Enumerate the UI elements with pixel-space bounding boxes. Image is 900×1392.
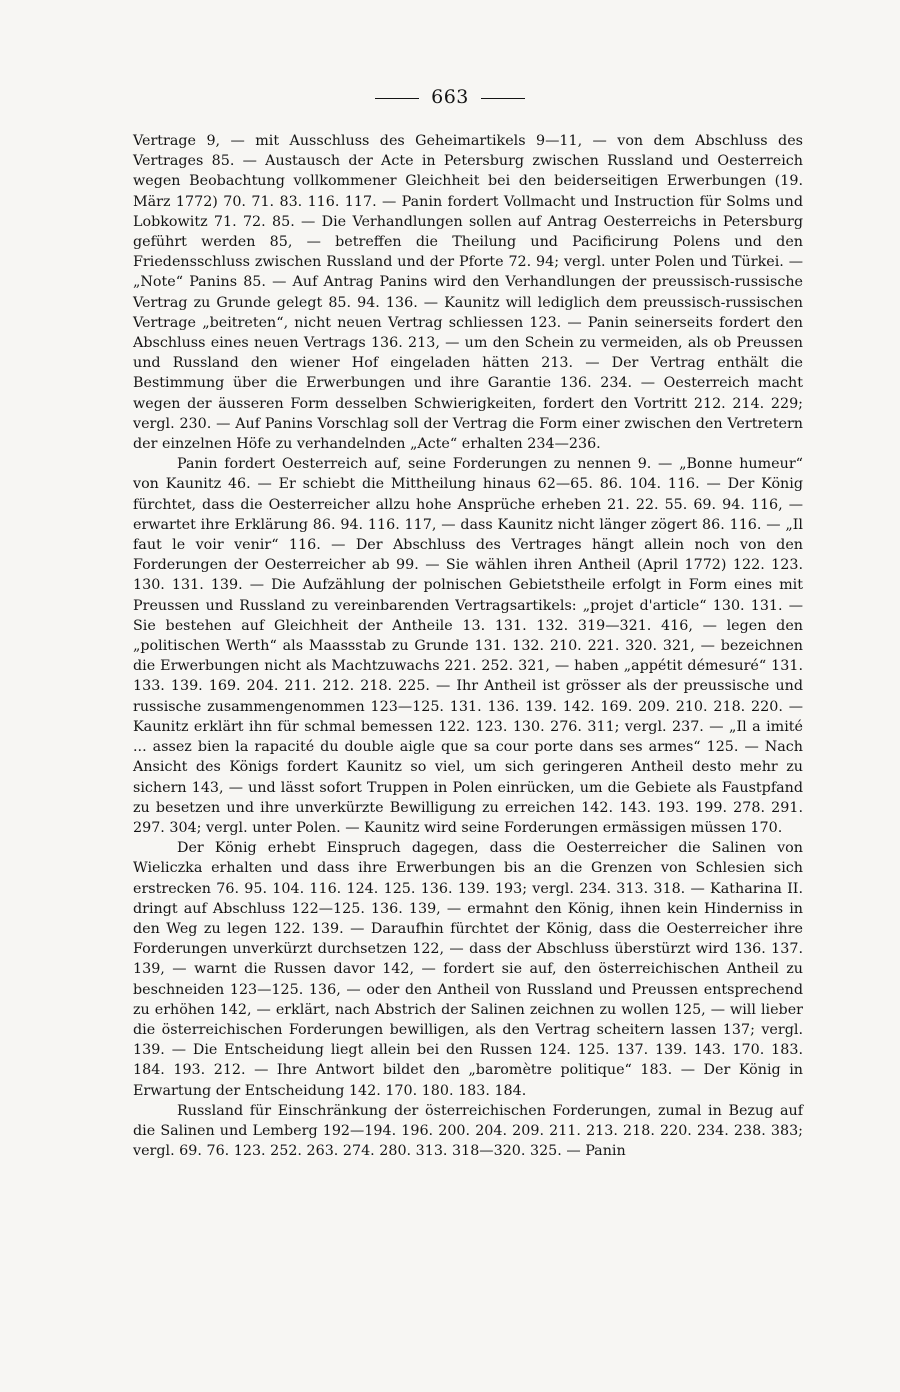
header-dash-left (375, 98, 419, 99)
index-text-block (133, 131, 803, 1161)
paragraph-2: Panin fordert Oesterreich auf, seine Forderungen zu nennen 9. — „Bonne humeur“ von Kaunitz 46. — Er schiebt die Mittheilung hinaus 62—65. 86. 104. 116. — Der König fürchtet, dass die Oesterreicher allzu hohe Ansprüche erheben 21. 22. 55. 69. 94. 116, — erwartet ihre Erklärung 86. 94. 116. 117, — dass Kaunitz nicht länger zögert 86. 116. — „Il faut le voir venir“ 116. — Der Abschluss des Vertrages hängt allein noch von den Forderungen der Oesterreicher ab 99. — Sie wählen ihren Antheil (April 1772) 122. 123. 130. 131. 139. — Die Aufzählung der polnischen Gebietstheile erfolgt in Form eines mit Preussen und Russland zu vereinbarenden Vertragsartikels: „projet d'article“ 130. 131. — Sie bestehen auf Gleichheit der Antheile 13. 131. 132. 319—321. 416, — legen den „politischen Werth“ als Maassstab zu Grunde 131. 132. 210. 221. 320. 321, — bezeichnen die Erwerbungen nicht als Machtzuwachs 221. 252. 321, — haben „appétit démesuré“ 131. 133. 139. 169. 204. 211. 212. 218. 225. — Ihr Antheil ist grösser als der preussische und russische zusammengenommen 123—125. 131. 136. 139. 142. 169. 209. 210. 218. 220. — Kaunitz erklärt ihn für schmal bemessen 122. 123. 130. 276. 311; vergl. 237. — „Il a imité ... assez bien la rapacité du double aigle que sa cour porte dans ses armes“ 125. — Nach Ansicht des Königs fordert Kaunitz so viel, um sich geringeren Antheil desto mehr zu sichern 143, — und lässt sofort Truppen in Polen einrücken, um die Gebiete als Faustpfand zu besetzen und ihre unverkürzte Bewilligung zu erreichen 142. 143. 193. 199. 278. 291. 297. 304; vergl. unter Polen. — Kaunitz wird seine Forderungen ermässigen müssen 170. (133, 456, 803, 836)
page-header (0, 86, 900, 108)
paragraph-4: Russland für Einschränkung der österreichischen Forderungen, zumal in Bezug auf die Salinen und Lemberg 192—194. 196. 200. 204. 209. 211. 213. 218. 220. 234. 238. 383; vergl. 69. 76. 123. 252. 263. 274. 280. 313. 318—320. 325. — Panin (133, 1102, 803, 1160)
paragraph-1: Vertrage 9, — mit Ausschluss des Geheimartikels 9—11, — von dem Abschluss des Vertrages 85. — Austausch der Acte in Petersburg zwischen Russland und Oesterreich wegen Beobachtung vollkommener Gleichheit bei den beiderseitigen Erwerbungen (19. März 1772) 70. 71. 83. 116. 117. — Panin fordert Vollmacht und Instruction für Solms und Lobkowitz 71. 72. 85. — Die Verhandlungen sollen auf Antrag Oesterreichs in Petersburg geführt werden 85, — betreffen die Theilung und Pacificirung Polens und den Friedensschluss zwischen Russland und der Pforte 72. 94; vergl. unter Polen und Türkei. — „Note“ Panins 85. — Auf Antrag Panins wird den Verhandlungen der preussisch-russische Vertrag zu Grunde gelegt 85. 94. 136. — Kaunitz will lediglich dem preussisch-russischen Vertrage „beitreten“, nicht neuen Vertrag schliessen 123. — Panin seinerseits fordert den Abschluss eines neuen Vertrags 136. 213, — um den Schein zu vermeiden, als ob Preussen und Russland den wiener Hof eingeladen hätten 213. — Der Vertrag enthält die Bestimmung über die Erwerbungen und ihre Garantie 136. 234. — Oesterreich macht wegen der äusseren Form desselben Schwierigkeiten, fordert den Vortritt 212. 214. 229; vergl. 230. — Auf Panins Vorschlag soll der Vertrag die Form einer zwischen den Vertretern der einzelnen Höfe zu verhandelnden „Acte“ erhalten 234—236. (133, 133, 803, 453)
paragraph-3: Der König erhebt Einspruch dagegen, dass die Oesterreicher die Salinen von Wieliczka erhalten und dass ihre Erwerbungen bis an die Grenzen von Schlesien sich erstrecken 76. 95. 104. 116. 124. 125. 136. 139. 193; vergl. 234. 313. 318. — Katharina II. dringt auf Abschluss 122—125. 136. 139, — ermahnt den König, ihnen kein Hinderniss in den Weg zu legen 122. 139. — Daraufhin fürchtet der König, dass die Oesterreicher ihre Forderungen unverkürzt durchsetzen 122, — dass der Abschluss überstürzt wird 136. 137. 139, — warnt die Russen davor 142, — fordert sie auf, den österreichischen Antheil zu beschneiden 123—125. 136, — oder den Antheil von Russland und Preussen entsprechend zu erhöhen 142, — erklärt, nach Abstrich der Salinen zeichnen zu wollen 125, — will lieber die österreichischen Forderungen bewilligen, als den Vertrag scheitern lassen 137; vergl. 139. — Die Entscheidung liegt allein bei den Russen 124. 125. 137. 139. 143. 170. 183. 184. 193. 212. — Ihre Antwort bildet den „baromètre politique“ 183. — Der König in Erwartung der Entscheidung 142. 170. 180. 183. 184. (133, 840, 803, 1099)
header-dash-right (481, 98, 525, 99)
page-number: 663 (431, 86, 469, 108)
